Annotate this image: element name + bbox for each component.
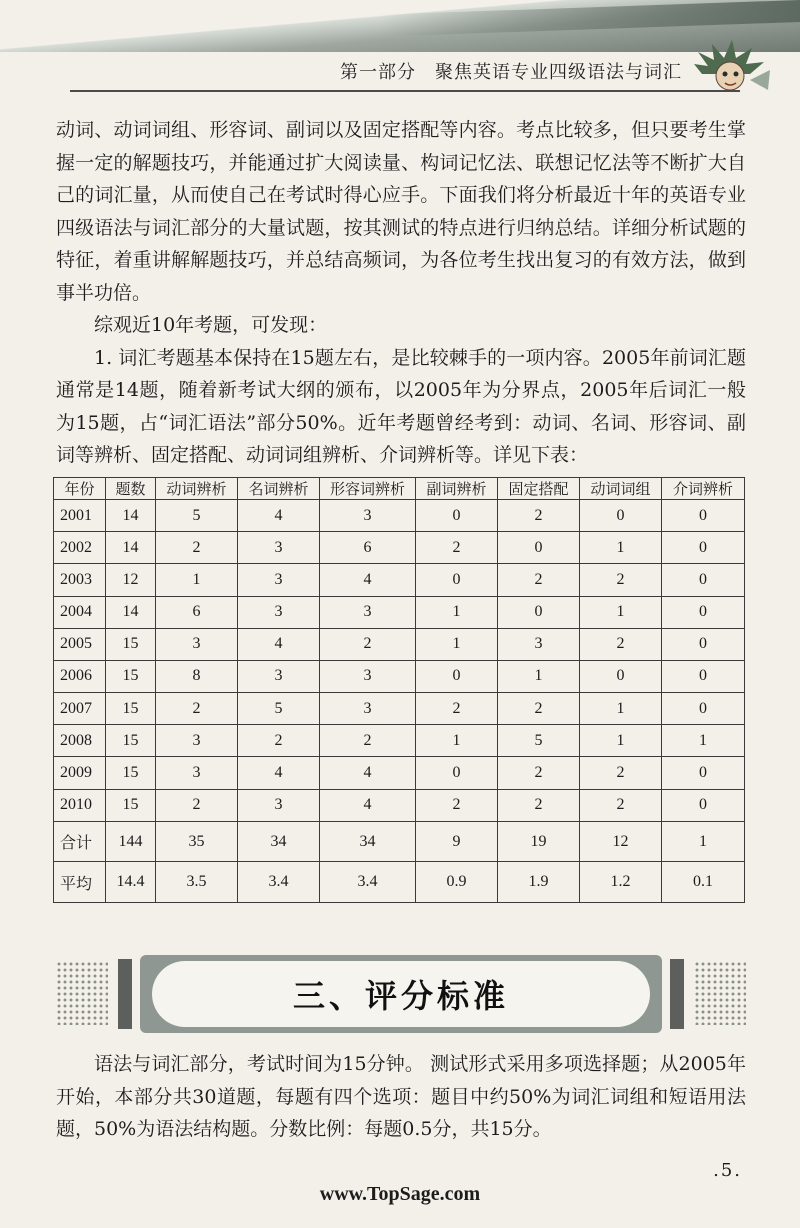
table-cell: 3 (320, 660, 416, 692)
table-cell: 2 (156, 789, 238, 821)
table-cell: 2 (320, 725, 416, 757)
table-cell: 2005 (54, 628, 106, 660)
table-row (54, 862, 745, 903)
table-cell: 0 (498, 532, 580, 564)
section-title: 三、评分标准 (292, 977, 509, 1015)
header-decoration (0, 0, 800, 52)
banner-bar-left (118, 959, 132, 1029)
column-header: 题数 (106, 478, 156, 500)
table-cell: 1 (416, 725, 498, 757)
table-cell: 6 (156, 596, 238, 628)
table-cell: 34 (238, 821, 320, 862)
table-cell: 0.1 (662, 862, 745, 903)
table-cell: 4 (320, 789, 416, 821)
table-cell: 15 (106, 789, 156, 821)
table-row (54, 821, 745, 862)
table-cell: 2 (580, 757, 662, 789)
point-1-paragraph: 1. 词汇考题基本保持在15题左右，是比较棘手的一项内容。2005年前词汇题通常是14题，随着新考试大纲的颁布，以2005年为分界点，2005年后词汇一般为15题，占“词汇语法”部分50%。近年考题曾经考到：动词、名词、形容词、副词等辨析、固定搭配、动词词组辨析、介词辨析等。详见下表： (56, 346, 746, 466)
vocabulary-stats-table (53, 477, 745, 903)
table-cell: 2 (416, 532, 498, 564)
table-cell: 2 (238, 725, 320, 757)
table-cell: 2 (498, 564, 580, 596)
table-cell: 2 (498, 757, 580, 789)
table-cell: 2 (416, 693, 498, 725)
table-cell: 3 (238, 789, 320, 821)
column-header: 年份 (54, 478, 106, 500)
table-cell: 1 (662, 821, 745, 862)
table-cell: 0 (662, 564, 745, 596)
column-header: 动词辨析 (156, 478, 238, 500)
table-cell: 2010 (54, 789, 106, 821)
table-cell: 14 (106, 596, 156, 628)
table-cell: 2002 (54, 532, 106, 564)
column-header: 副词辨析 (416, 478, 498, 500)
table-cell: 0 (662, 693, 745, 725)
table-cell: 5 (156, 500, 238, 532)
table-header-row (54, 478, 745, 500)
table-row (54, 660, 745, 692)
table-cell: 3 (320, 693, 416, 725)
table-row (54, 500, 745, 532)
table-cell: 2006 (54, 660, 106, 692)
table-cell: 3.4 (238, 862, 320, 903)
mascot-icon (692, 34, 772, 98)
table-cell: 14 (106, 532, 156, 564)
dot-pattern-left (56, 961, 108, 1025)
banner-frame (140, 955, 662, 1033)
table-cell: 144 (106, 821, 156, 862)
table-cell: 1 (498, 660, 580, 692)
table-cell: 4 (320, 564, 416, 596)
table-cell: 2003 (54, 564, 106, 596)
table-cell: 1 (416, 628, 498, 660)
banner-pill (152, 961, 650, 1027)
table-cell: 3 (156, 757, 238, 789)
table-row (54, 564, 745, 596)
table-cell: 0.9 (416, 862, 498, 903)
table-cell: 34 (320, 821, 416, 862)
table-cell: 1 (580, 596, 662, 628)
table-cell: 2004 (54, 596, 106, 628)
section-heading-banner (56, 955, 746, 1033)
table-cell: 12 (580, 821, 662, 862)
table-cell: 0 (416, 500, 498, 532)
table-cell: 0 (416, 564, 498, 596)
table-body (54, 500, 745, 903)
dot-pattern-right (694, 961, 746, 1025)
table-cell: 14 (106, 500, 156, 532)
table-cell: 1.9 (498, 862, 580, 903)
column-header: 形容词辨析 (320, 478, 416, 500)
table-cell: 1 (580, 532, 662, 564)
scoring-text-block (56, 1048, 746, 1146)
table-cell: 1 (580, 725, 662, 757)
scoring-paragraph: 语法与词汇部分，考试时间为15分钟。 测试形式采用多项选择题；从2005年开始，本部分共30道题，每题有四个选项：题目中约50%为词汇词组和短语用法题，50%为语法结构题。分数比例：每题0.5分，共15分。 (56, 1053, 746, 1140)
table-cell: 1 (662, 725, 745, 757)
table-cell: 1 (580, 693, 662, 725)
table-cell: 0 (416, 660, 498, 692)
table-cell: 2 (498, 789, 580, 821)
table-cell: 3.4 (320, 862, 416, 903)
table-row (54, 725, 745, 757)
table-cell: 3 (238, 532, 320, 564)
table-cell: 15 (106, 693, 156, 725)
table-row (54, 628, 745, 660)
summary-intro: 综观近10年考题，可发现： (94, 314, 328, 336)
table-cell: 0 (662, 596, 745, 628)
table-cell: 3 (320, 500, 416, 532)
table-row (54, 693, 745, 725)
table-cell: 2 (416, 789, 498, 821)
table-cell: 4 (320, 757, 416, 789)
table-cell: 3 (320, 596, 416, 628)
table-cell: 0 (580, 660, 662, 692)
table-cell: 5 (238, 693, 320, 725)
table-cell: 2 (580, 564, 662, 596)
table-cell: 合计 (54, 821, 106, 862)
table-cell: 3 (238, 564, 320, 596)
table-row (54, 532, 745, 564)
banner-bar-right (670, 959, 684, 1029)
header-divider (70, 90, 740, 92)
table-cell: 19 (498, 821, 580, 862)
column-header: 动词词组 (580, 478, 662, 500)
table-cell: 2008 (54, 725, 106, 757)
table-cell: 2 (498, 500, 580, 532)
table-cell: 2 (156, 693, 238, 725)
table-cell: 2001 (54, 500, 106, 532)
table-cell: 0 (580, 500, 662, 532)
table-cell: 3 (238, 660, 320, 692)
table-cell: 0 (662, 628, 745, 660)
table-cell: 0 (416, 757, 498, 789)
table-cell: 0 (662, 757, 745, 789)
column-header: 介词辨析 (662, 478, 745, 500)
column-header: 名词辨析 (238, 478, 320, 500)
table-cell: 2007 (54, 693, 106, 725)
table-row (54, 789, 745, 821)
column-header: 固定搭配 (498, 478, 580, 500)
table-cell: 9 (416, 821, 498, 862)
footer-url: www.TopSage.com (319, 1183, 481, 1205)
table-cell: 35 (156, 821, 238, 862)
table-cell: 0 (498, 596, 580, 628)
table-row (54, 757, 745, 789)
table-row (54, 596, 745, 628)
table-cell: 2 (320, 628, 416, 660)
table-cell: 3 (156, 725, 238, 757)
table-cell: 2 (580, 628, 662, 660)
intro-paragraph: 动词、动词词组、形容词、副词以及固定搭配等内容。考点比较多，但只要考生掌握一定的解题技巧，并能通过扩大阅读量、构词记忆法、联想记忆法等不断扩大自己的词汇量，从而使自己在考试时得心应手。下面我们将分析最近十年的英语专业四级语法与词汇部分的大量试题，按其测试的特点进行归纳总结。详细分析试题的特征，着重讲解解题技巧，并总结高频词，为各位考生找出复习的有效方法，做到事半功倍。 (56, 119, 746, 304)
header-stripe (380, 0, 800, 37)
table-cell: 3 (156, 628, 238, 660)
table-cell: 3.5 (156, 862, 238, 903)
table-cell: 14.4 (106, 862, 156, 903)
table-cell: 5 (498, 725, 580, 757)
table-cell: 0 (662, 532, 745, 564)
table-cell: 2009 (54, 757, 106, 789)
table-cell: 15 (106, 725, 156, 757)
table-cell: 2 (498, 693, 580, 725)
table-cell: 0 (662, 500, 745, 532)
table-cell: 1 (156, 564, 238, 596)
intro-text-block (56, 114, 746, 472)
page-number: .5. (713, 1160, 742, 1181)
table-cell: 15 (106, 757, 156, 789)
table-cell: 12 (106, 564, 156, 596)
table-cell: 2 (580, 789, 662, 821)
table-cell: 1.2 (580, 862, 662, 903)
table-cell: 8 (156, 660, 238, 692)
table-cell: 3 (498, 628, 580, 660)
table-cell: 6 (320, 532, 416, 564)
table-cell: 1 (416, 596, 498, 628)
table-cell: 15 (106, 628, 156, 660)
table-cell: 0 (662, 660, 745, 692)
table-cell: 平均 (54, 862, 106, 903)
table-cell: 15 (106, 660, 156, 692)
table-cell: 4 (238, 757, 320, 789)
table-cell: 4 (238, 628, 320, 660)
table-cell: 4 (238, 500, 320, 532)
table-cell: 3 (238, 596, 320, 628)
table-cell: 0 (662, 789, 745, 821)
table-cell: 2 (156, 532, 238, 564)
chapter-header-title: 第一部分 聚焦英语专业四级语法与词汇 (340, 62, 682, 83)
